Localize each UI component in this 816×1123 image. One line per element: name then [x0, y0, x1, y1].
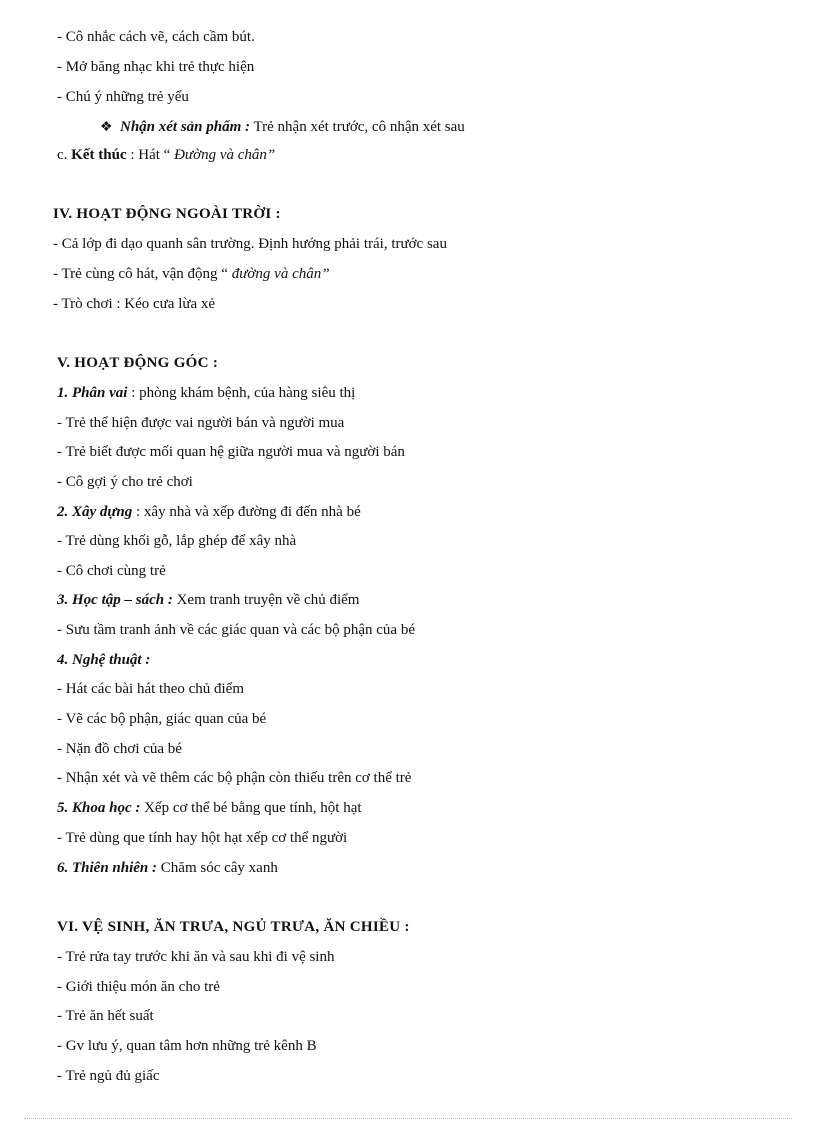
- corner-line: - Nhận xét và vẽ thêm các bộ phận còn thiếu trên cơ thể trẻ: [57, 770, 412, 786]
- routine-line: - Trẻ ngủ đủ giấc: [57, 1068, 160, 1084]
- activity-line: - Chú ý những trẻ yếu: [57, 89, 189, 105]
- corner-group-4: [57, 650, 150, 670]
- review-line: [100, 117, 465, 137]
- corner-line: - Cô gợi ý cho trẻ chơi: [57, 474, 193, 490]
- corner-group-label: 4. Nghệ thuật :: [57, 652, 151, 668]
- corner-group-text: : phòng khám bệnh, của hàng siêu thị: [127, 385, 356, 401]
- outdoor-line: - Trò chơi : Kéo cưa lừa xẻ: [53, 296, 216, 312]
- section-vi-heading: VI. VỆ SINH, ĂN TRƯA, NGỦ TRƯA, ĂN CHIỀU :: [57, 919, 410, 935]
- section-v-heading: V. HOẠT ĐỘNG GÓC :: [57, 355, 219, 371]
- activity-line: - Mở băng nhạc khi trẻ thực hiện: [57, 59, 255, 75]
- corner-line: - Trẻ biết được mối quan hệ giữa người mua và người bán: [57, 444, 405, 460]
- corner-line: - Sưu tầm tranh ảnh về các giác quan và các bộ phận của bé: [57, 622, 415, 638]
- ending-prefix: c.: [57, 147, 68, 163]
- corner-line: - Hát các bài hát theo chủ điểm: [57, 681, 245, 697]
- corner-group-label: 3. Học tập – sách :: [57, 592, 173, 608]
- corner-group-3: [57, 590, 359, 610]
- corner-line: - Cô chơi cùng trẻ: [57, 563, 166, 579]
- review-label: Nhận xét sản phẩm :: [120, 119, 251, 135]
- activity-line: - Cô nhắc cách vẽ, cách cầm bút.: [57, 29, 255, 45]
- corner-group-2: [57, 502, 361, 522]
- routine-line: - Giới thiệu món ăn cho trẻ: [57, 979, 220, 995]
- corner-line: - Nặn đồ chơi của bé: [57, 741, 182, 757]
- diamond-bullet-icon: ❖: [100, 120, 113, 135]
- page-bottom-divider: [24, 1118, 792, 1119]
- corner-group-text: : xây nhà và xếp đường đi đến nhà bé: [132, 504, 361, 520]
- corner-group-text: Chăm sóc cây xanh: [157, 860, 278, 876]
- corner-group-label: 1. Phân vai: [57, 385, 128, 401]
- corner-line: - Trẻ thể hiện được vai người bán và người mua: [57, 415, 345, 431]
- corner-group-5: [57, 798, 362, 818]
- corner-group-label: 6. Thiên nhiên :: [57, 860, 158, 876]
- corner-group-text: Xếp cơ thể bé bằng que tính, hột hạt: [140, 800, 362, 816]
- ending-song: Đường và chân”: [174, 147, 276, 163]
- section-iv-heading: IV. HOẠT ĐỘNG NGOÀI TRỜI :: [53, 206, 281, 222]
- corner-group-6: [57, 858, 278, 878]
- outdoor-line: [53, 264, 330, 284]
- corner-group-text: Xem tranh truyện về chủ điểm: [172, 592, 360, 608]
- outdoor-line: - Cả lớp đi dạo quanh sân trường. Định hướng phải trái, trước sau: [53, 236, 447, 252]
- corner-group-label: 2. Xây dựng: [57, 504, 133, 520]
- routine-line: - Trẻ ăn hết suất: [57, 1008, 154, 1024]
- ending-label: Kết thúc: [71, 147, 127, 163]
- corner-line: - Trẻ dùng que tính hay hột hạt xếp cơ thể người: [57, 830, 348, 846]
- ending-text: : Hát “: [126, 147, 175, 163]
- corner-group-label: 5. Khoa học :: [57, 800, 141, 816]
- corner-group-1: [57, 383, 355, 403]
- outdoor-song-prefix: - Trẻ cùng cô hát, vận động “: [53, 266, 232, 282]
- outdoor-song: đường và chân”: [231, 266, 330, 282]
- review-text: Trẻ nhận xét trước, cô nhận xét sau: [250, 119, 465, 135]
- ending-line: [57, 145, 275, 165]
- routine-line: - Gv lưu ý, quan tâm hơn những trẻ kênh B: [57, 1038, 317, 1054]
- corner-line: - Trẻ dùng khối gỗ, lắp ghép để xây nhà: [57, 533, 297, 549]
- corner-line: - Vẽ các bộ phận, giác quan của bé: [57, 711, 267, 727]
- routine-line: - Trẻ rửa tay trước khi ăn và sau khi đi vệ sinh: [57, 949, 335, 965]
